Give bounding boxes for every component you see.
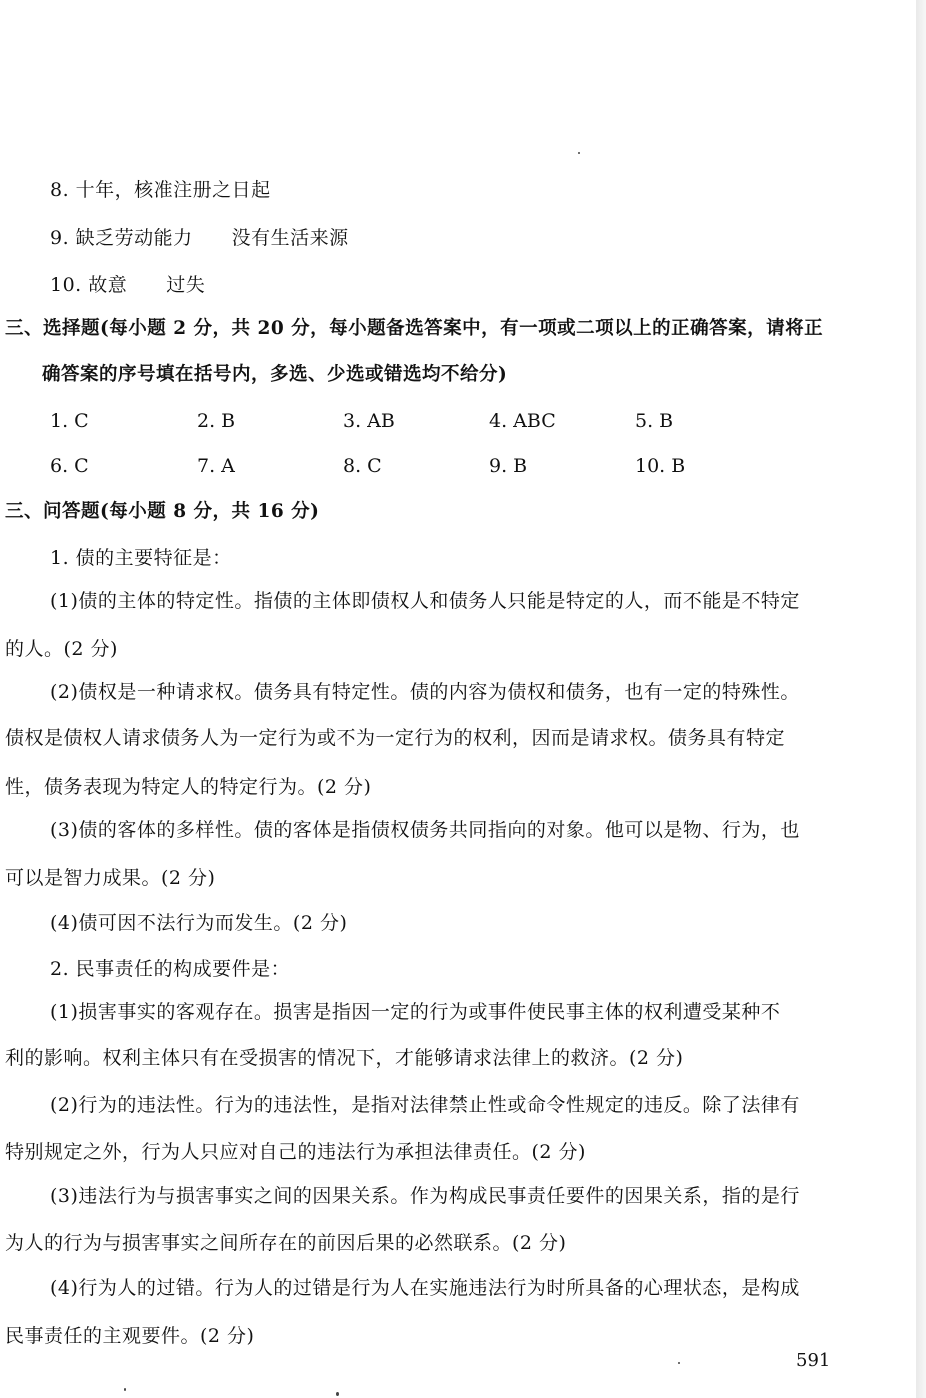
fill-in-answer-9: 9. 缺乏劳动能力 没有生活来源	[50, 227, 349, 249]
qa-paragraph-line: (1)损害事实的客观存在。损害是指因一定的行为或事件使民事主体的权利遭受某种不	[50, 1001, 781, 1023]
choice-answer: 9. B	[489, 455, 528, 477]
section-title-qa: 三、问答题(每小题 8 分，共 16 分)	[5, 501, 320, 522]
fill-in-answer-8: 8. 十年，核准注册之日起	[50, 179, 271, 201]
qa-paragraph-line: 民事责任的主观要件。(2 分)	[5, 1325, 255, 1347]
fill-in-answer-10: 10. 故意 过失	[50, 274, 206, 296]
choice-answer: 5. B	[635, 410, 674, 432]
qa-paragraph-line: 特别规定之外，行为人只应对自己的违法行为承担法律责任。(2 分)	[5, 1141, 586, 1163]
choice-answer: 7. A	[197, 455, 235, 477]
qa-paragraph-line: 的人。(2 分)	[5, 638, 118, 660]
qa-question-1-heading: 1. 债的主要特征是：	[50, 547, 232, 569]
qa-paragraph-line: 债权是债权人请求债务人为一定行为或不为一定行为的权利，因而是请求权。债务具有特定	[5, 727, 786, 749]
qa-question-2-heading: 2. 民事责任的构成要件是：	[50, 958, 291, 980]
scan-speck	[578, 152, 580, 154]
scan-speck	[336, 1392, 339, 1396]
qa-paragraph-line: 为人的行为与损害事实之间所存在的前因后果的必然联系。(2 分)	[5, 1232, 567, 1254]
qa-paragraph-line: 可以是智力成果。(2 分)	[5, 867, 216, 889]
qa-paragraph-line: (4)债可因不法行为而发生。(2 分)	[50, 912, 348, 934]
scan-speck	[124, 1388, 126, 1391]
choice-answer: 3. AB	[343, 410, 395, 432]
page-number: 591	[796, 1350, 831, 1371]
qa-paragraph-line: 性，债务表现为特定人的特定行为。(2 分)	[5, 776, 372, 798]
choice-answer: 2. B	[197, 410, 236, 432]
choice-answer: 10. B	[635, 455, 686, 477]
answer-row-1	[0, 409, 900, 433]
scan-speck	[678, 1362, 680, 1364]
scan-edge	[916, 0, 926, 1398]
qa-paragraph-line: (2)债权是一种请求权。债务具有特定性。债的内容为债权和债务，也有一定的特殊性。	[50, 681, 800, 703]
section-title-choice-continued: 确答案的序号填在括号内，多选、少选或错选均不给分)	[42, 364, 508, 385]
choice-answer: 6. C	[50, 455, 89, 477]
qa-paragraph-line: (3)违法行为与损害事实之间的因果关系。作为构成民事责任要件的因果关系，指的是行	[50, 1185, 800, 1207]
section-title-choice: 三、选择题(每小题 2 分，共 20 分，每小题备选答案中，有一项或二项以上的正确答案，请将正	[5, 318, 824, 339]
choice-answer: 4. ABC	[489, 410, 556, 432]
answer-row-2	[0, 454, 900, 478]
qa-paragraph-line: (3)债的客体的多样性。债的客体是指债权债务共同指向的对象。他可以是物、行为，也	[50, 819, 800, 841]
choice-answer: 8. C	[343, 455, 382, 477]
qa-paragraph-line: (4)行为人的过错。行为人的过错是行为人在实施违法行为时所具备的心理状态，是构成	[50, 1277, 800, 1299]
qa-paragraph-line: (2)行为的违法性。行为的违法性，是指对法律禁止性或命令性规定的违反。除了法律有	[50, 1094, 800, 1116]
qa-paragraph-line: (1)债的主体的特定性。指债的主体即债权人和债务人只能是特定的人，而不能是不特定	[50, 590, 800, 612]
qa-paragraph-line: 利的影响。权利主体只有在受损害的情况下，才能够请求法律上的救济。(2 分)	[5, 1047, 684, 1069]
choice-answer: 1. C	[50, 410, 89, 432]
